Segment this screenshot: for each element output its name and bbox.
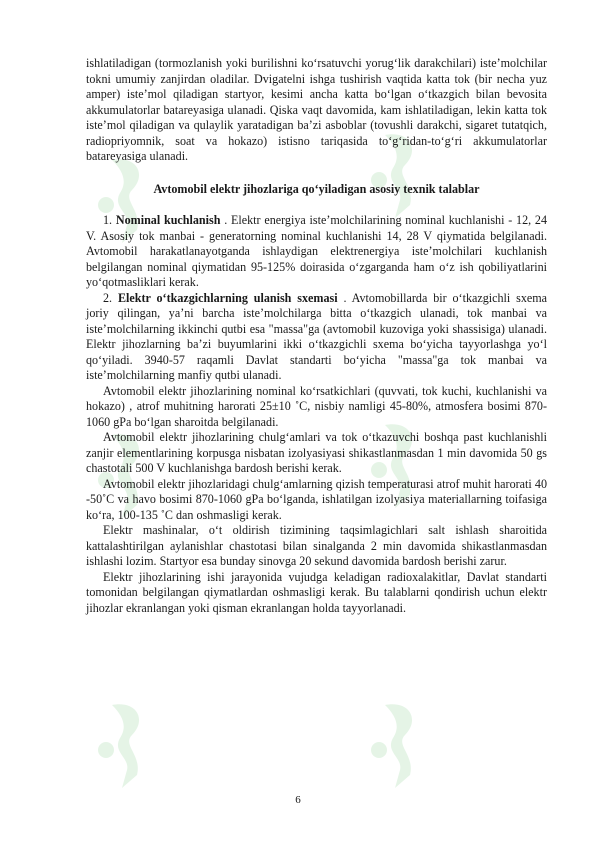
- requirement-item-2: [86, 291, 547, 384]
- body-paragraph: Avtomobil elektr jihozlarining nominal ko‘rsatkichlari (quvvati, tok kuchi, kuchlanishi va hokazo) , atrof muhitning harorati 25±10 ˚C, nisbiy namligi 45-80%, atmosfera bosimi 870-1060 gPa bo‘lgan sharoitda belgilanadi.: [86, 383, 547, 429]
- item-lead: Elektr o‘tkazgichlarning ulanish sxemasi: [117, 290, 338, 305]
- watermark-logo: [365, 700, 425, 790]
- intro-paragraph: ishlatiladigan (tormozlanish yoki burilishni ko‘rsatuvchi yorug‘lik darakchilari) iste’molchilar tokni umumiy zanjirdan oladilar. Dvigatelni ishga tushirish vaqtida katta tok (bir necha yuz amper) iste’mol qiladigan startyor, kesimi ancha katta bo‘lgan o‘tkazgich bilan bevosita akkumulatorlar batareyasiga ulanadi. Qiska vaqt davomida, kam ishlatiladigan, lekin katta tok iste’mol qiladigan va qulaylik yaratadigan ba’zi asboblar (tovushli darakchi, sigaret tutatqich, radiopriyomnik, soat va hokazo) istisno tariqasida to‘g‘ridan-to‘g‘ri akkumulatorlar batareyasiga ulanadi.: [86, 56, 547, 163]
- requirement-item-1: [86, 213, 547, 291]
- body-paragraph: Avtomobil elektr jihozlaridagi chulg‘amlarning qizish temperaturasi atrof muhit harorati 40 -50˚C va havo bosimi 870-1060 gPa bo‘lganda, ishlatilgan izolyasiya materiallarning toifasiga ko‘ra, 100-135 ˚C dan oshmasligi kerak.: [86, 476, 547, 522]
- body-paragraph: Avtomobil elektr jihozlarining chulg‘amlari va tok o‘tkazuvchi boshqa past kuchlanishli zanjir elementlarining korpusga nisbatan izolyasiyasi shikastlanmasdan 1 min davomida 50 gs chastotali 500 V kuchlanishga bardosh berishi kerak.: [86, 430, 547, 475]
- item-lead: Nominal kuchlanish: [115, 213, 221, 227]
- item-number: 2.: [103, 290, 113, 305]
- item-text: . Avtomobillarda bir o‘tkazgichli sxema joriy qilingan, ya’ni barcha iste’molchilarga bitta o‘tkazgich ulanadi, tok manbai va iste’molchilarning ikkinchi qutbi esa "massa"ga (avtomobil kuzoviga yoki shassisiga) ulanadi. Elektr jihozlarning ba’zi buyumlarini ikki o‘tkazgichli sxema bo‘yicha tayyorlashga yo‘l qo‘yiladi. 3940-57 raqamli Davlat standarti bo‘yicha "massa"ga tok manbai va iste’molchilarning manfiy qutbi ulanadi.: [86, 290, 548, 382]
- page-number: 6: [295, 794, 301, 806]
- section-heading: Avtomobil elektr jihozlariga qo‘yiladigan asosiy texnik talablar: [153, 181, 480, 196]
- item-text: . Elektr energiya iste’molchilarining nominal kuchlanishi - 12, 24 V. Asosiy tok manbai - generatorning nominal kuchlanishi 14, 28 V qiymatida belgilanadi. Avtomobil harakatlanayotganda ishlaydigan elektrenergiya iste’molchilari kuchlanish belgilangan nominal qiymatidan 95-125% doirasida o‘zgarganda ham o‘z ish qobiliyatlarini yo‘qotmasliklari kerak.: [86, 213, 548, 289]
- page-body: [86, 56, 547, 616]
- body-paragraph: Elektr jihozlarining ishi jarayonida vujudga keladigan radioxalakitlar, Davlat standarti tomonidan belgilangan qiymatlardan oshmasligi kerak. Bu talablarni qondirish uchun elektr jihozlar ekranlangan yoki qisman ekranlangan holda tayyorlanadi.: [86, 569, 547, 615]
- item-number: 1.: [103, 213, 113, 227]
- watermark-logo: [92, 700, 152, 790]
- body-paragraph: Elektr mashinalar, o‘t oldirish tizimining taqsimlagichlari salt ishlash sharoitida kattalashtirilgan aylanishlar chastotasi bilan sinalganda 2 min davomida shikastlanmasdan ishlashi lozim. Startyor esa bunday sinovga 20 sekund davomida bardosh berishi zarur.: [86, 523, 547, 568]
